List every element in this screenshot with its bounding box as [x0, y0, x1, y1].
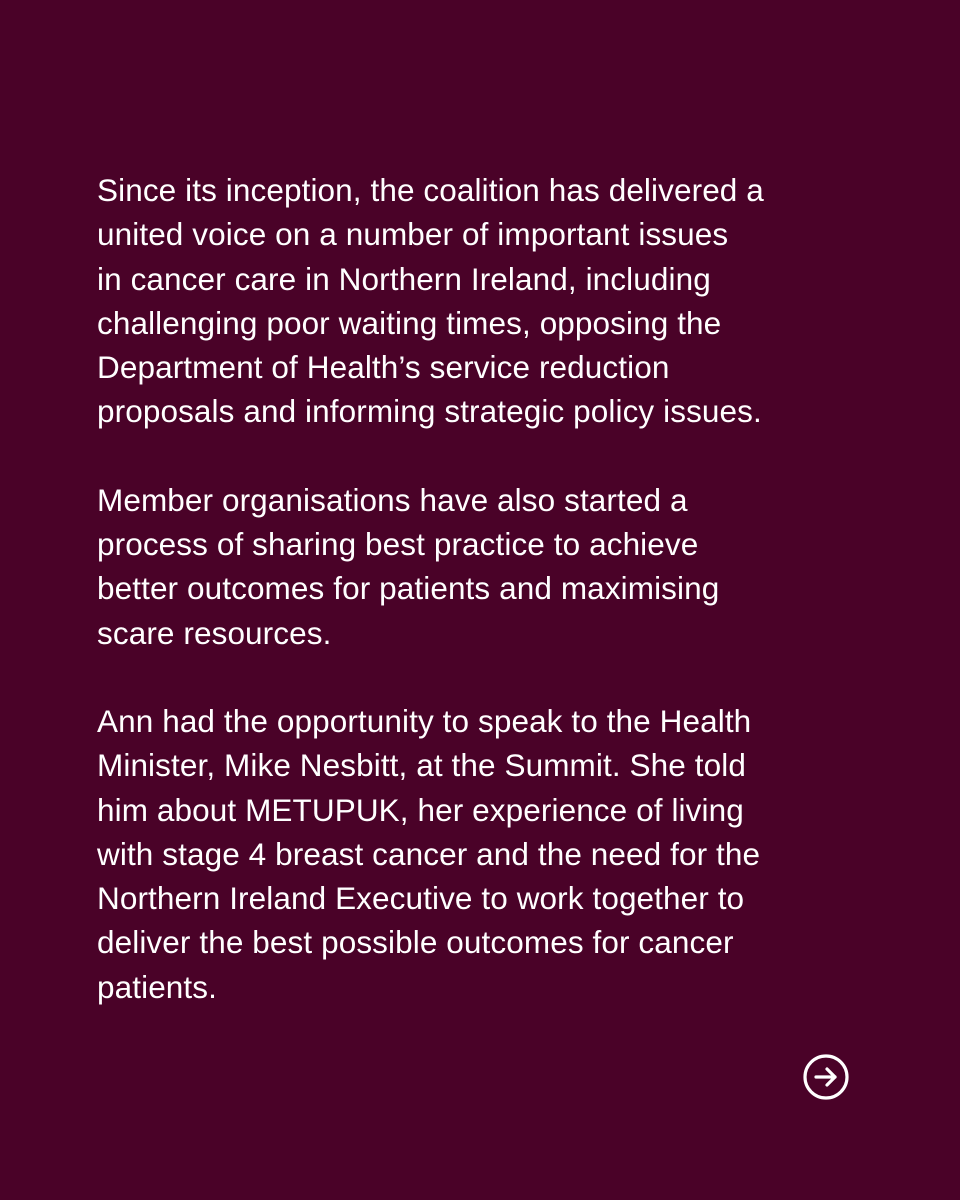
paragraph-line: Member organisations have also started a: [97, 481, 688, 518]
arrow-right-circle-icon: [802, 1053, 850, 1101]
next-button[interactable]: [802, 1053, 850, 1101]
paragraph-line: united voice on a number of important issues: [97, 216, 729, 253]
paragraph-line: him about METUPUK, her experience of living: [97, 791, 744, 828]
paragraph-line: patients.: [97, 968, 217, 1005]
paragraph-line: deliver the best possible outcomes for cancer: [97, 924, 734, 961]
paragraph-line: challenging poor waiting times, opposing the: [97, 304, 722, 341]
body-text: [97, 168, 877, 1053]
paragraph-line: better outcomes for patients and maximising: [97, 570, 720, 607]
paragraph-line: Department of Health’s service reduction: [97, 349, 670, 386]
paragraph-3: [97, 699, 877, 1009]
paragraph-line: process of sharing best practice to achieve: [97, 526, 699, 563]
paragraph-1: [97, 168, 877, 434]
paragraph-line: proposals and informing strategic policy issues.: [97, 393, 762, 430]
paragraph-line: in cancer care in Northern Ireland, including: [97, 260, 711, 297]
paragraph-line: Minister, Mike Nesbitt, at the Summit. She told: [97, 747, 746, 784]
paragraph-line: Ann had the opportunity to speak to the Health: [97, 702, 752, 739]
paragraph-line: Since its inception, the coalition has delivered a: [97, 172, 764, 208]
paragraph-line: scare resources.: [97, 614, 332, 651]
paragraph-2: [97, 478, 877, 655]
paragraph-line: with stage 4 breast cancer and the need for the: [97, 835, 761, 872]
paragraph-line: Northern Ireland Executive to work together to: [97, 880, 745, 917]
